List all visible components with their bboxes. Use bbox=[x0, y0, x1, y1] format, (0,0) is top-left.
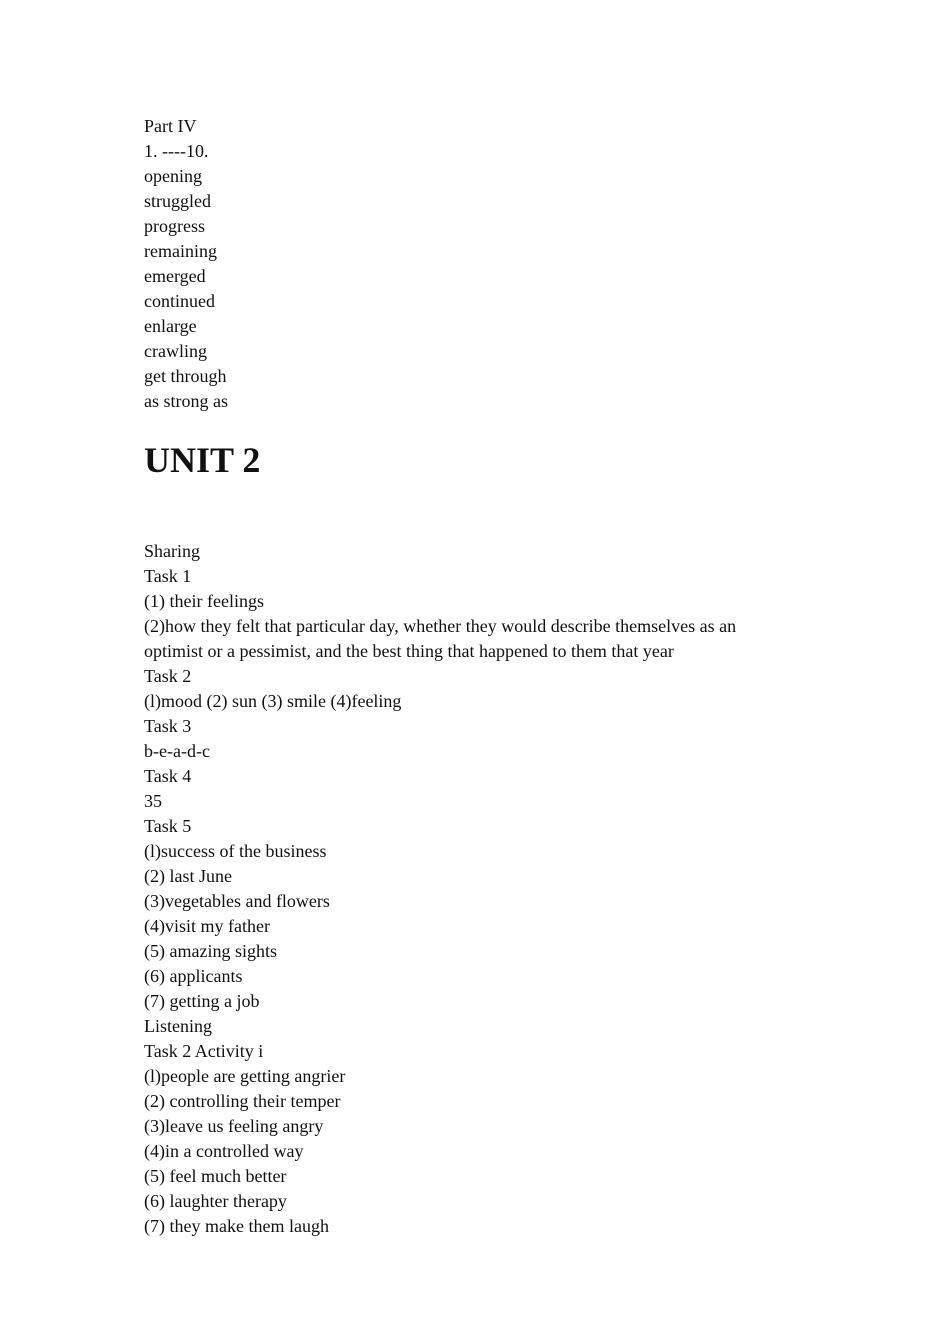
answer-item: progress bbox=[144, 216, 205, 236]
answer-item: (l)mood (2) sun (3) smile (4)feeling bbox=[144, 691, 402, 711]
answer-item: continued bbox=[144, 291, 215, 311]
section-title-listening: Listening bbox=[144, 1016, 212, 1036]
task-label: Task 4 bbox=[144, 766, 192, 786]
answer-item: (6) applicants bbox=[144, 966, 243, 986]
unit-heading: UNIT 2 bbox=[144, 440, 261, 480]
answer-item-long: (2)how they felt that particular day, whether they would describe themselves as an optimist or a pessimist, and the best thing that happened to them that year bbox=[144, 616, 737, 661]
answer-item: (l)people are getting angrier bbox=[144, 1066, 346, 1086]
answer-item: (4)visit my father bbox=[144, 916, 270, 936]
task-label: Task 1 bbox=[144, 566, 192, 586]
answer-item: (7) they make them laugh bbox=[144, 1216, 329, 1236]
answer-item: enlarge bbox=[144, 316, 197, 336]
task-label: Task 3 bbox=[144, 716, 192, 736]
task-label: Task 2 bbox=[144, 666, 192, 686]
answer-item: (2) controlling their temper bbox=[144, 1091, 341, 1111]
document-page bbox=[144, 114, 824, 1239]
answer-item: (7) getting a job bbox=[144, 991, 260, 1011]
answer-item: (1) their feelings bbox=[144, 591, 264, 611]
answer-item: (3)leave us feeling angry bbox=[144, 1116, 324, 1136]
answer-item: (5) feel much better bbox=[144, 1166, 287, 1186]
answer-item: remaining bbox=[144, 241, 217, 261]
answer-item: (6) laughter therapy bbox=[144, 1191, 287, 1211]
answer-item: opening bbox=[144, 166, 202, 186]
task-label: Task 5 bbox=[144, 816, 192, 836]
answer-item: (5) amazing sights bbox=[144, 941, 277, 961]
answer-item: (3)vegetables and flowers bbox=[144, 891, 330, 911]
answer-item: crawling bbox=[144, 341, 207, 361]
answer-item: struggled bbox=[144, 191, 211, 211]
answer-item: b-e-a-d-c bbox=[144, 741, 210, 761]
answer-item: emerged bbox=[144, 266, 206, 286]
answer-item: (4)in a controlled way bbox=[144, 1141, 304, 1161]
task-label: Task 2 Activity i bbox=[144, 1041, 264, 1061]
answer-item: get through bbox=[144, 366, 227, 386]
answer-item: (l)success of the business bbox=[144, 841, 327, 861]
part-title: Part IV bbox=[144, 116, 197, 136]
answer-item: as strong as bbox=[144, 391, 228, 411]
answer-item: (2) last June bbox=[144, 866, 232, 886]
answer-item: 35 bbox=[144, 791, 162, 811]
section-title-sharing: Sharing bbox=[144, 541, 200, 561]
answer-range: 1. ----10. bbox=[144, 141, 209, 161]
